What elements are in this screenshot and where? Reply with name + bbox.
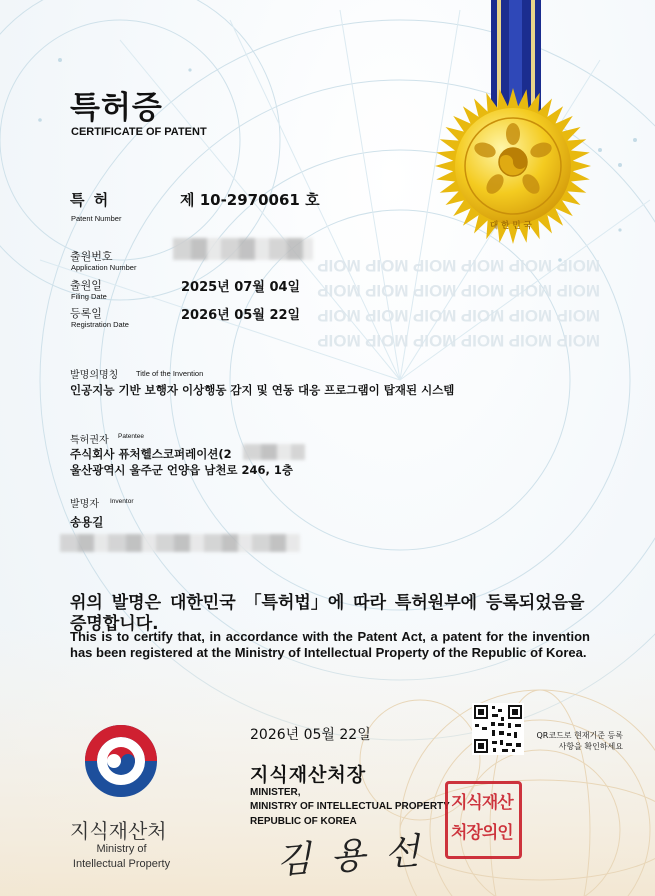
filing-date-label-en: Filing Date [71, 292, 107, 301]
redacted-inventor-info [60, 534, 300, 552]
patentee-name: 주식회사 퓨처헬스코퍼레이션(2 [70, 447, 232, 461]
certification-statement-kr: 위의 발명은 대한민국 「특허법」에 따라 특허원부에 등록되었음을 증명합니다. [70, 593, 585, 634]
signatory-title: 지식재산처장 [250, 764, 367, 786]
invention-title: 인공지능 기반 보행자 이상행동 감지 및 연동 대응 프로그램이 탑재된 시스템 [70, 383, 455, 397]
certificate-title: 특허증 [70, 90, 163, 126]
patent-number-label-en: Patent Number [71, 214, 122, 223]
invention-label: 발명의명칭 [70, 370, 119, 381]
inventor-label-en: Inventor [110, 498, 134, 505]
signatory-line-1: MINISTER, [250, 787, 301, 798]
application-number-label-en: Application Number [71, 263, 137, 272]
inventor-name: 송용길 [70, 515, 104, 529]
application-number-label: 출원번호 [70, 250, 113, 263]
patentee-label: 특허권자 [70, 435, 109, 446]
registration-date-label-en: Registration Date [71, 320, 129, 329]
redacted-application-number [173, 238, 313, 260]
ministry-logo-icon [82, 722, 160, 800]
stamp-line-1: 지식재산 [451, 793, 513, 813]
issue-date: 2026년 05월 22일 [250, 727, 371, 743]
official-stamp [445, 781, 522, 859]
filing-date-label: 출원일 [70, 279, 102, 292]
svg-text:MOIP MOIP MOIP MOIP MOIP: MOIP MOIP MOIP MOIP MOIP MOIP [317, 331, 600, 350]
signatory-line-3: REPUBLIC OF KOREA [250, 816, 357, 827]
logo-name-kr: 지식재산처 [70, 819, 167, 843]
patentee-address: 울산광역시 울주군 언양읍 남천로 246, 1층 [70, 463, 294, 477]
redacted-patentee-info [243, 444, 305, 460]
svg-text:MOIP MOIP MOIP MOIP MOIP: MOIP MOIP MOIP MOIP MOIP MOIP [317, 281, 600, 300]
signatory-line-2: MINISTRY OF INTELLECTUAL PROPERTY [250, 801, 450, 812]
stamp-line-2: 처장의인 [451, 823, 513, 843]
registration-date-label: 등록일 [70, 307, 102, 320]
qr-note: QR코드로 현재기준 등록사항을 확인하세요 [536, 731, 623, 751]
seal-text: 대 한 민 국 [490, 221, 532, 231]
certification-statement-en: This is to certify that, in accordance with the Patent Act, a patent for the invention has been registered at the Ministry of Intellectual Property of the Republic of Korea. [70, 629, 590, 660]
patentee-label-en: Patentee [118, 433, 145, 440]
svg-text:MOIP MOIP MOIP MOIP MOIP: MOIP MOIP MOIP MOIP MOIP MOIP [317, 256, 600, 275]
invention-label-en: Title of the Invention [136, 369, 204, 378]
handwritten-signature: 김 용 선 [274, 830, 425, 883]
registration-date-value: 2026년 05월 22일 [181, 308, 301, 323]
qr-code-icon[interactable] [472, 703, 524, 755]
logo-name-en-1: Ministry of [96, 843, 147, 855]
patent-number-value: 제 10-2970061 호 [180, 191, 320, 209]
svg-text:MOIP MOIP MOIP MOIP MOIP: MOIP MOIP MOIP MOIP MOIP MOIP [317, 306, 600, 325]
inventor-label: 발명자 [70, 499, 99, 510]
certificate-title-en: CERTIFICATE OF PATENT [71, 126, 207, 138]
logo-name-en-2: Intellectual Property [72, 858, 171, 870]
patent-number-label: 특 허 [70, 191, 111, 209]
filing-date-value: 2025년 07월 04일 [181, 280, 301, 295]
